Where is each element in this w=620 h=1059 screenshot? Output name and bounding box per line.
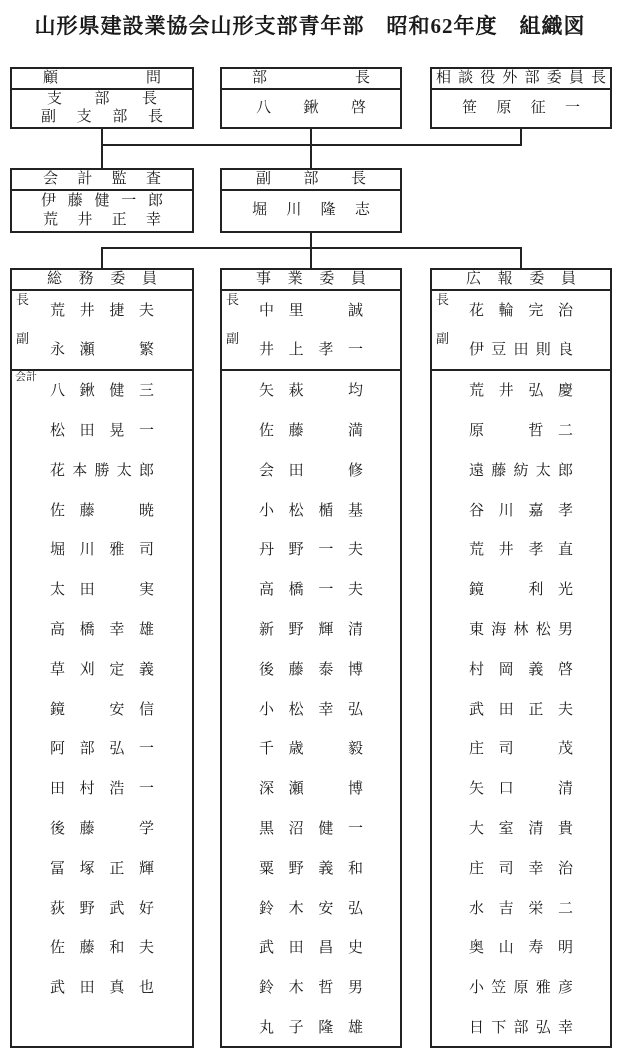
member-row (432, 730, 610, 770)
member-name: 松田晃一 (50, 423, 154, 440)
member-row (222, 571, 400, 611)
committee-title: 広報委員 (466, 270, 576, 287)
member-row (432, 452, 610, 492)
member-name: 深瀬 博 (259, 781, 363, 798)
committee-leader-row (222, 330, 400, 369)
audit-member: 荒井正幸 (43, 211, 161, 228)
member-name: 矢口 清 (469, 781, 573, 798)
leader-name: 伊豆田則良 (469, 341, 573, 358)
member-row (222, 810, 400, 850)
member-row (12, 850, 192, 890)
vice-director-box-header (222, 170, 400, 191)
member-name: 谷川嘉孝 (469, 502, 573, 519)
member-row (222, 969, 400, 1009)
committee-leader-row (432, 330, 610, 369)
member-row (432, 929, 610, 969)
member-name: 新野輝清 (259, 622, 363, 639)
member-name: 後藤 学 (50, 821, 154, 838)
member-name: 冨塚正輝 (50, 860, 154, 877)
member-name: 鈴木哲男 (259, 980, 363, 997)
leader-role-label: 長 (16, 291, 30, 307)
counselor-name: 笹原征一 (462, 99, 580, 116)
member-row (222, 452, 400, 492)
leader-role-label: 副 (226, 330, 240, 346)
member-row (432, 571, 610, 611)
member-row (222, 531, 400, 571)
member-name: 小笠原雅彦 (469, 980, 573, 997)
member-name: 高橋幸雄 (50, 622, 154, 639)
member-name: 鈴木安弘 (259, 900, 363, 917)
member-name: 武田昌史 (259, 940, 363, 957)
leader-name: 花輪完治 (469, 302, 573, 319)
member-row (222, 929, 400, 969)
member-name: 堀川雅司 (50, 542, 154, 559)
member-role-label: 会計 (15, 371, 37, 383)
committee-somu-head-box (10, 268, 194, 371)
member-row (432, 1009, 610, 1049)
committee-jigyo-header (222, 270, 400, 291)
member-row (12, 810, 192, 850)
committee-jigyo-head-box (220, 268, 402, 371)
member-name: 小松楯基 (259, 502, 363, 519)
member-name: 粟野義和 (259, 860, 363, 877)
committee-title: 事業委員 (256, 270, 366, 287)
member-name: 佐藤和夫 (50, 940, 154, 957)
member-row (432, 651, 610, 691)
leader-role-label: 副 (436, 330, 450, 346)
member-name: 矢萩 均 (259, 383, 363, 400)
member-row (12, 929, 192, 969)
member-row (432, 690, 610, 730)
member-name: 庄司 茂 (469, 741, 573, 758)
member-row (12, 730, 192, 770)
member-name: 武田真也 (50, 980, 154, 997)
committee-somu-members-box (10, 369, 194, 1048)
member-name: 太田 実 (50, 582, 154, 599)
audit-box-header (12, 170, 192, 191)
member-name: 荒井孝直 (469, 542, 573, 559)
director-box-header (222, 69, 400, 90)
member-row (12, 770, 192, 810)
committee-koho-head-box (430, 268, 612, 371)
member-row (12, 452, 192, 492)
audit-title: 会計監査 (43, 170, 161, 187)
member-row (222, 770, 400, 810)
audit-box (10, 168, 194, 233)
leader-name: 永瀬 繁 (50, 341, 154, 358)
member-name: 花本勝太郎 (50, 462, 154, 479)
member-row (222, 889, 400, 929)
member-name: 村岡義啓 (469, 661, 573, 678)
leader-role-label: 副 (16, 330, 30, 346)
leader-role-label: 長 (226, 291, 240, 307)
member-row (222, 412, 400, 452)
member-name: 大室清貴 (469, 821, 573, 838)
advisor-box (10, 67, 194, 129)
member-name: 荻野武好 (50, 900, 154, 917)
member-name: 奥山寿明 (469, 940, 573, 957)
member-row (432, 412, 610, 452)
connector-line (520, 249, 522, 270)
member-row (12, 412, 192, 452)
committee-leader-row (432, 291, 610, 330)
member-row (432, 372, 610, 412)
member-row (222, 611, 400, 651)
page-title: 山形県建設業協会山形支部青年部 昭和62年度 組織図 (34, 14, 586, 38)
member-row (432, 770, 610, 810)
member-row (432, 491, 610, 531)
committee-somu-header (12, 270, 192, 291)
member-name: 武田正夫 (469, 701, 573, 718)
member-row (432, 611, 610, 651)
member-row (222, 372, 400, 412)
member-name: 佐藤 満 (259, 423, 363, 440)
vice-director-title: 副部長 (256, 170, 366, 187)
member-name: 阿部弘一 (50, 741, 154, 758)
committee-jigyo-members-box (220, 369, 402, 1048)
member-row (222, 850, 400, 890)
member-row (222, 690, 400, 730)
connector-line (101, 249, 103, 270)
member-name: 水吉栄二 (469, 900, 573, 917)
committee-koho-members-box (430, 369, 612, 1048)
member-name: 鏡 安信 (50, 701, 154, 718)
member-name: 遠藤紡太郎 (469, 462, 573, 479)
member-row (222, 730, 400, 770)
member-row (12, 491, 192, 531)
director-name: 八鍬啓 (256, 99, 366, 116)
member-row (432, 969, 610, 1009)
member-name: 丹野一夫 (259, 542, 363, 559)
audit-member: 伊藤健一郎 (41, 192, 163, 209)
member-name: 荒井弘慶 (469, 383, 573, 400)
member-name: 高橋一夫 (259, 582, 363, 599)
member-row (432, 810, 610, 850)
member-row (222, 651, 400, 691)
member-name: 丸子隆雄 (259, 1020, 363, 1037)
member-row (12, 651, 192, 691)
counselor-box (430, 67, 612, 129)
member-name: 千歳 毅 (259, 741, 363, 758)
committee-leader-row (222, 291, 400, 330)
director-title: 部長 (252, 69, 370, 86)
connector-line (101, 146, 103, 168)
member-name: 小松幸弘 (259, 701, 363, 718)
member-name: 原 哲二 (469, 423, 573, 440)
member-name: 東海林松男 (469, 622, 573, 639)
member-name: 庄司幸治 (469, 860, 573, 877)
leader-name: 井上孝一 (259, 341, 363, 358)
member-row (432, 531, 610, 571)
committee-leader-row (12, 291, 192, 330)
member-row (12, 889, 192, 929)
advisor-title: 顧問 (43, 69, 161, 86)
member-row (12, 690, 192, 730)
member-row (12, 571, 192, 611)
leader-name: 荒井捷夫 (50, 302, 154, 319)
member-row (12, 969, 192, 1009)
member-name: 田村浩一 (50, 781, 154, 798)
member-name: 八鍬健三 (50, 383, 154, 400)
counselor-box-header (432, 69, 610, 90)
member-name: 鏡 利光 (469, 582, 573, 599)
member-name: 会田 修 (259, 462, 363, 479)
member-name: 日下部弘幸 (469, 1020, 573, 1037)
vice-director-box (220, 168, 402, 233)
member-row (12, 611, 192, 651)
leader-role-label: 長 (436, 291, 450, 307)
advisor-box-header (12, 69, 192, 90)
committee-koho-header (432, 270, 610, 291)
member-name: 黒沼健一 (259, 821, 363, 838)
committee-title: 総務委員 (47, 270, 157, 287)
advisor-line: 支部長 (47, 90, 157, 107)
member-name: 佐藤 暁 (50, 502, 154, 519)
member-name: 後藤泰博 (259, 661, 363, 678)
member-row (222, 1009, 400, 1049)
committee-leader-row (12, 330, 192, 369)
advisor-line: 副支部長 (41, 108, 163, 125)
member-name: 草刈定義 (50, 661, 154, 678)
member-row (222, 491, 400, 531)
member-row (12, 372, 192, 412)
member-row (12, 531, 192, 571)
vice-director-name: 堀川隆志 (252, 202, 370, 219)
counselor-title: 相談役外部委員長 (436, 69, 606, 86)
member-row (432, 889, 610, 929)
member-row (432, 850, 610, 890)
director-box (220, 67, 402, 129)
connector-line (310, 249, 312, 270)
leader-name: 中里 誠 (259, 302, 363, 319)
connector-line (310, 146, 312, 168)
